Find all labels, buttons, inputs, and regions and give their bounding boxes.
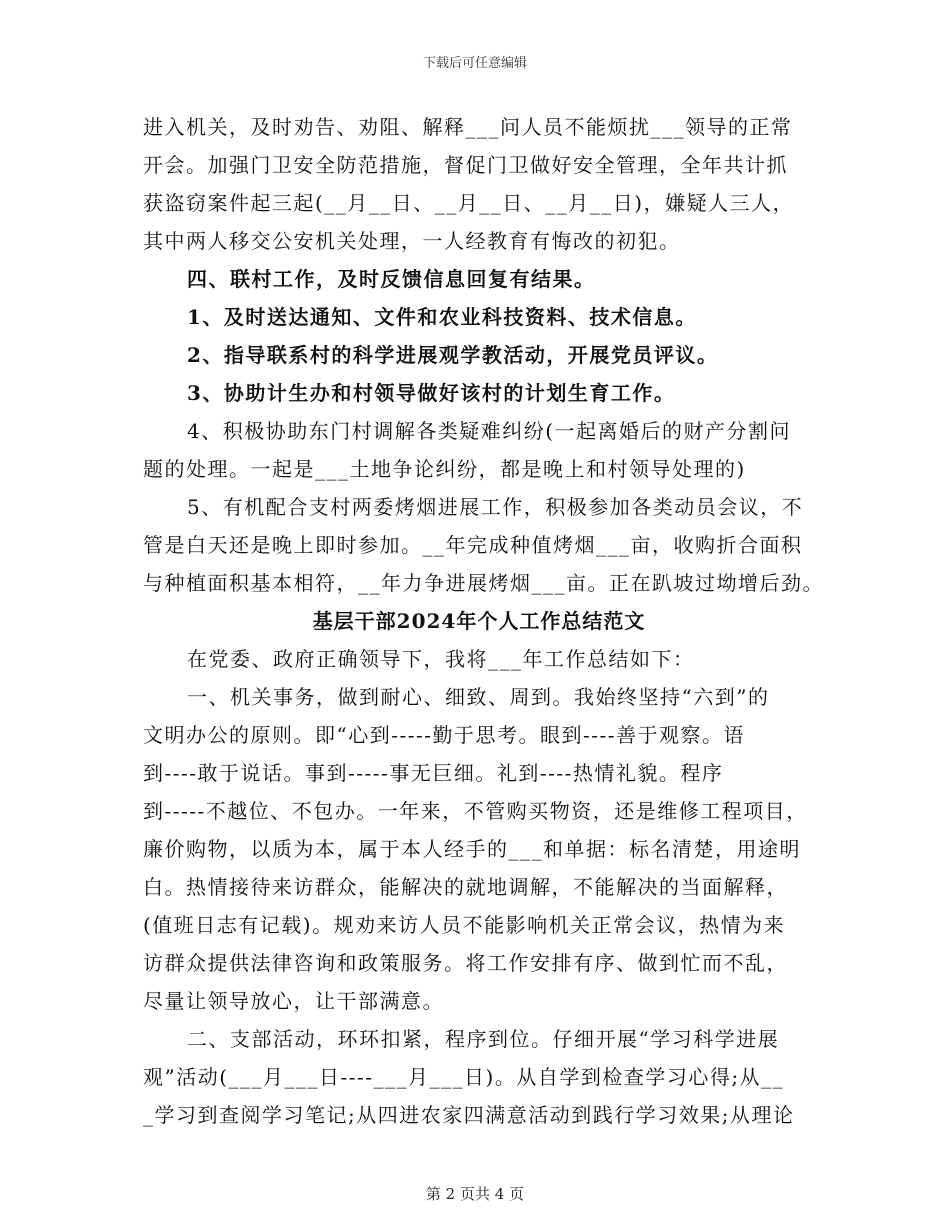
text-line: 一、机关事务，做到耐心、细致、周到。我始终坚持“六到”的: [187, 685, 770, 709]
text-line: 白。热情接待来访群众，能解决的就地调解，不能解决的当面解释，: [143, 875, 788, 899]
text-line: 2、指导联系村的科学进展观学教活动，开展党员评议。: [187, 343, 719, 367]
text-line: (值班日志有记载)。规劝来访人员不能影响机关正常会议，热情为来: [143, 913, 786, 937]
text-line: 5、有机配合支村两委烤烟进展工作，积极参加各类动员会议，不: [187, 495, 804, 519]
text-line: _学习到查阅学习笔记;从四进农家四满意活动到践行学习效果;从理论: [143, 1103, 795, 1127]
text-line: 其中两人移交公安机关处理，一人经教育有悔改的初犯。: [143, 229, 681, 253]
text-line: 与种植面积基本相符，__年力争进展烤烟___亩。正在趴坡过坳增后劲。: [143, 571, 824, 595]
text-line: 四、联村工作，及时反馈信息回复有结果。: [187, 267, 596, 291]
text-line: 到-----不越位、不包办。一年来，不管购买物资，还是维修工程项目，: [143, 799, 808, 823]
text-line: 1、及时送达通知、文件和农业科技资料、技术信息。: [187, 305, 697, 329]
text-line: 题的处理。一起是___土地争论纠纷，都是晚上和村领导处理的): [143, 457, 746, 481]
text-line: 管是白天还是晚上即时参加。__年完成种值烤烟___亩，收购折合面积: [143, 533, 803, 557]
text-line: 获盗窃案件起三起(__月__日、__月__日、__月__日)，嫌疑人三人，: [143, 191, 795, 215]
text-line: 进入机关，及时劝告、劝阻、解释___问人员不能烦扰___领导的正常: [143, 115, 793, 139]
text-line: 在党委、政府正确领导下，我将___年工作总结如下：: [187, 647, 695, 671]
page-header: 下载后可任意编辑: [422, 56, 527, 71]
text-line: 4、积极协助东门村调解各类疑难纠纷(一起离婚后的财产分割问: [187, 419, 792, 443]
text-line: 廉价购物，以质为本，属于本人经手的___和单据：标名清楚，用途明: [143, 837, 801, 861]
text-line: 到----敢于说话。事到-----事无巨细。礼到----热情礼貌。程序: [143, 761, 724, 785]
text-line: 尽量让领导放心，让干部满意。: [143, 989, 444, 1013]
text-line: 观”活动(___月___日----___月___日)。从自学到检查学习心得;从__: [143, 1065, 785, 1089]
text-line: 开会。加强门卫安全防范措施，督促门卫做好安全管理，全年共计抓: [143, 153, 788, 177]
section-title: 基层干部2024年个人工作总结范文: [312, 609, 646, 633]
text-line: 二、支部活动，环环扣紧，程序到位。仔细开展“学习科学进展: [187, 1027, 780, 1051]
text-line: 访群众提供法律咨询和政策服务。将工作安排有序、做到忙而不乱，: [143, 951, 788, 975]
text-line: 文明办公的原则。即“心到-----勤于思考。眼到----善于观察。语: [143, 723, 746, 747]
document-body: [143, 108, 824, 1134]
text-line: 3、协助计生办和村领导做好该村的计划生育工作。: [187, 381, 676, 405]
page-footer: 第 2 页共 4 页: [425, 1185, 525, 1203]
